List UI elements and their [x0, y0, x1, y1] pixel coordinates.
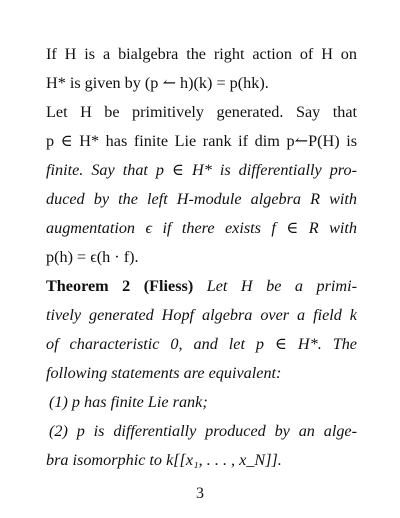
theorem-text: tively generated Hopf algebra over a field k — [46, 306, 357, 324]
text-line: augmentation ϵ if there exists f ∈ R with — [46, 219, 357, 237]
text-line: If H is a bialgebra the right action of H on — [46, 45, 357, 63]
theorem-first-line — [46, 272, 357, 301]
text-line: Let H be primitively generated. Say that — [46, 103, 357, 121]
theorem-text: of characteristic 0, and let p ∈ H*. The — [46, 335, 357, 353]
text-line: p(h) = ϵ(h · f). — [46, 248, 139, 266]
page-number: 3 — [196, 485, 204, 502]
theorem-list-item-continuation: bra isomorphic to k[[x₁, . . . , x_N]]. — [46, 451, 282, 469]
theorem-text: Let H be a primi- — [206, 277, 358, 295]
text-line: finite. Say that p ∈ H* is differentially pro- — [46, 161, 357, 179]
theorem-list-item: (1) p has finite Lie rank; — [49, 393, 208, 411]
theorem-heading: Theorem 2 (Fliess) — [46, 277, 194, 295]
text-line: H* is given by (p ↼ h)(k) = p(hk). — [46, 74, 269, 92]
page-body — [46, 40, 357, 475]
theorem-list-item: (2) p is differentially produced by an alge- — [49, 422, 357, 440]
text-line: duced by the left H-module algebra R with — [46, 190, 357, 208]
text-line: p ∈ H* has finite Lie rank if dim p↼P(H) is — [46, 132, 357, 150]
theorem-text: following statements are equivalent: — [46, 364, 282, 382]
